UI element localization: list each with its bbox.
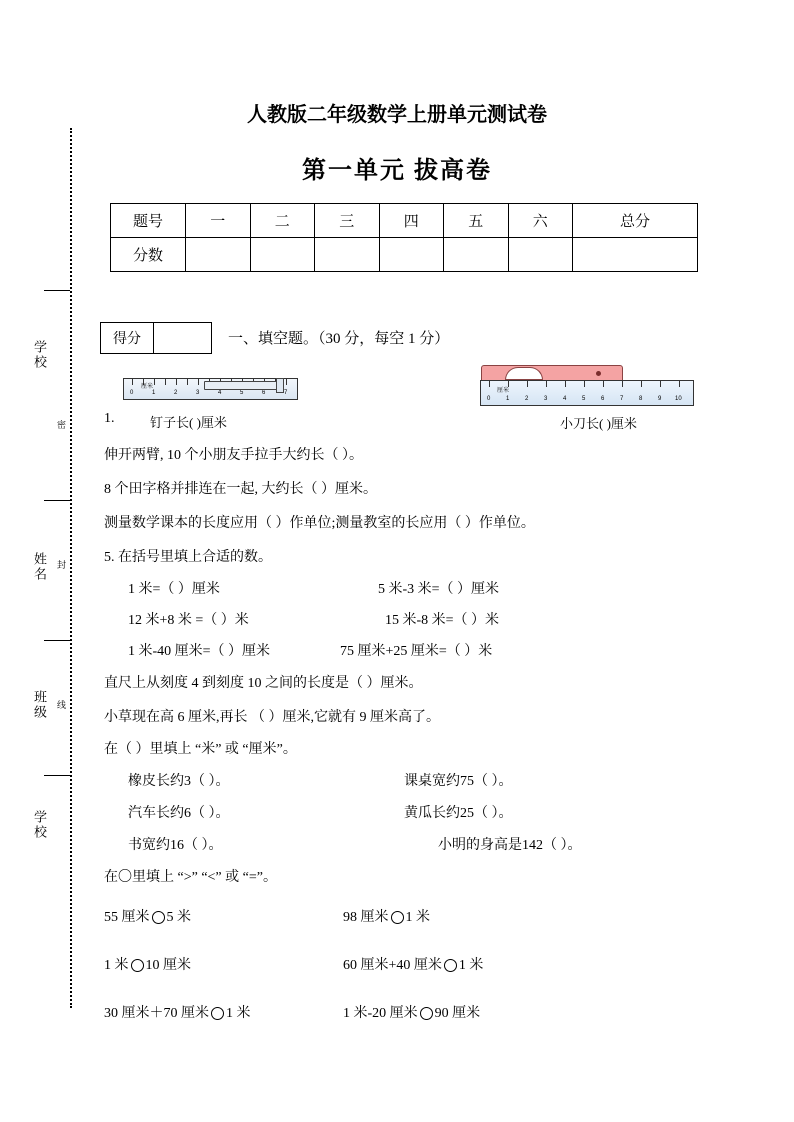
q5-row-2-right: 75 厘米+25 厘米=（ ）米 [340,644,493,659]
score-cell[interactable] [573,238,698,272]
caption-knife: 小刀长( )厘米 [560,416,637,431]
q9-row-1-right [343,954,483,974]
seal-divider-1 [44,290,70,291]
q9-text: 1 米 [458,958,484,973]
seal-label-class: 班级 [32,690,47,720]
question-5 [104,546,272,566]
table-row [111,238,698,272]
ruler-numbers: 0 1 2 3 4 5 6 7 8 9 10 [487,396,682,402]
score-cell[interactable] [250,238,315,272]
q9-row-2-right [343,1002,480,1022]
seal-divider-4 [44,775,70,776]
seal-divider-3 [44,640,70,641]
q8-row-1-left: 汽车长约6（ ）。 [128,806,230,821]
defen-label: 得分 [101,323,154,353]
q9-text: 1 米 [104,958,129,973]
question-9: 在〇里填上 “>” “<” 或 “=”。 [104,870,277,885]
score-cell[interactable] [444,238,509,272]
seal-mark-mi: 密 [56,420,66,430]
question-1-number: 1. [104,411,115,426]
score-table-rowlabel-0: 题号 [111,204,186,238]
q9-text: 5 米 [166,910,191,925]
score-table-col-6: 总分 [573,204,698,238]
circle-blank-icon[interactable] [420,1007,433,1020]
q5-row-0-left: 1 米=（ ）厘米 [128,582,220,597]
q9-row-2-left [104,1002,251,1022]
score-cell[interactable] [315,238,380,272]
defen-box [100,322,212,354]
q5-row-0-right: 5 米-3 米=（ ）厘米 [378,582,500,597]
q9-text: 10 厘米 [145,958,191,973]
defen-input[interactable] [154,323,211,353]
seal-divider-2 [44,500,70,501]
q9-row-1-left [104,954,191,974]
seal-label-name: 姓名 [32,552,47,582]
ruler-brand-label: 厘米 [141,384,154,390]
knife-ruler-image [480,380,694,406]
score-table-col-0: 一 [186,204,251,238]
score-table [110,203,698,272]
question-7: 小草现在高 6 厘米,再长 （ ）厘米,它就有 9 厘米高了。 [104,710,440,725]
q8-row-0-left: 橡皮长约3（ ）。 [128,774,230,789]
q9-text: 55 厘米 [104,910,150,925]
question-5-number: 5. [104,550,115,565]
q9-text: 1 米-20 厘米 [343,1006,418,1021]
section-1-title: 一、填空题。（30 分，每空 1 分） [228,331,450,347]
score-table-col-1: 二 [250,204,315,238]
score-table-rowlabel-1: 分数 [111,238,186,272]
question-6: 直尺上从刻度 4 到刻度 10 之间的长度是（ ）厘米。 [104,676,423,691]
q5-row-1-left: 12 米+8 米 =（ ）米 [128,613,249,628]
q8-row-2-right: 小明的身高是142（ ）。 [438,838,582,853]
table-row [111,204,698,238]
q5-row-2-left: 1 米-40 厘米=（ ）厘米 [128,644,271,659]
score-cell[interactable] [186,238,251,272]
q8-row-1-right: 黄瓜长约25（ ）。 [404,806,513,821]
question-4: 测量数学课本的长度应用（ ）作单位;测量教室的长应用（ ）作单位。 [104,516,535,531]
question-2: 伸开两臂, 10 个小朋友手拉手大约长（ ）。 [104,448,363,463]
circle-blank-icon[interactable] [444,959,457,972]
score-table-col-5: 六 [508,204,573,238]
ruler-numbers: 0 1 2 3 4 5 6 7 [130,390,288,396]
nail-head-icon [276,378,284,393]
score-cell[interactable] [379,238,444,272]
q9-row-0-left [104,906,191,926]
q8-row-2-left: 书宽约16（ ）。 [128,838,223,853]
score-table-col-3: 四 [379,204,444,238]
score-table-col-4: 五 [444,204,509,238]
question-3: 8 个田字格并排连在一起, 大约长（ ）厘米。 [104,482,377,497]
knife-slot-icon [505,367,543,380]
page-subtitle: 第一单元 拔高卷 [302,158,492,184]
score-table-col-2: 三 [315,204,380,238]
knife-screw-icon [596,371,601,376]
circle-blank-icon[interactable] [391,911,404,924]
score-cell[interactable] [508,238,573,272]
q9-text: 30 厘米＋70 厘米 [104,1006,209,1021]
seal-mark-feng: 封 [56,560,66,570]
question-5-text: 在括号里填上合适的数。 [118,550,272,565]
seal-label-grade: 学校 [32,810,47,840]
caption-nail: 钉子长( )厘米 [150,415,227,430]
question-8: 在（ ）里填上 “米” 或 “厘米”。 [104,742,297,757]
q9-text: 60 厘米+40 厘米 [343,958,442,973]
q9-row-0-right [343,906,430,926]
circle-blank-icon[interactable] [131,959,144,972]
seal-mark-xian: 线 [56,700,66,710]
q9-text: 1 米 [226,1006,251,1021]
seal-label-school: 学校 [32,340,47,370]
q9-text: 90 厘米 [434,1006,481,1021]
nail-shaft-icon [204,381,282,390]
q8-row-0-right: 课桌宽约75（ ）。 [404,774,513,789]
ruler-brand-label: 厘米 [497,388,510,394]
circle-blank-icon[interactable] [211,1007,224,1020]
page-title: 人教版二年级数学上册单元测试卷 [247,104,547,126]
q9-text: 1 米 [405,910,430,925]
circle-blank-icon[interactable] [152,911,165,924]
q9-text: 98 厘米 [343,910,389,925]
seal-dotted-line [70,128,72,1008]
q5-row-1-right: 15 米-8 米=（ ）米 [385,613,500,628]
